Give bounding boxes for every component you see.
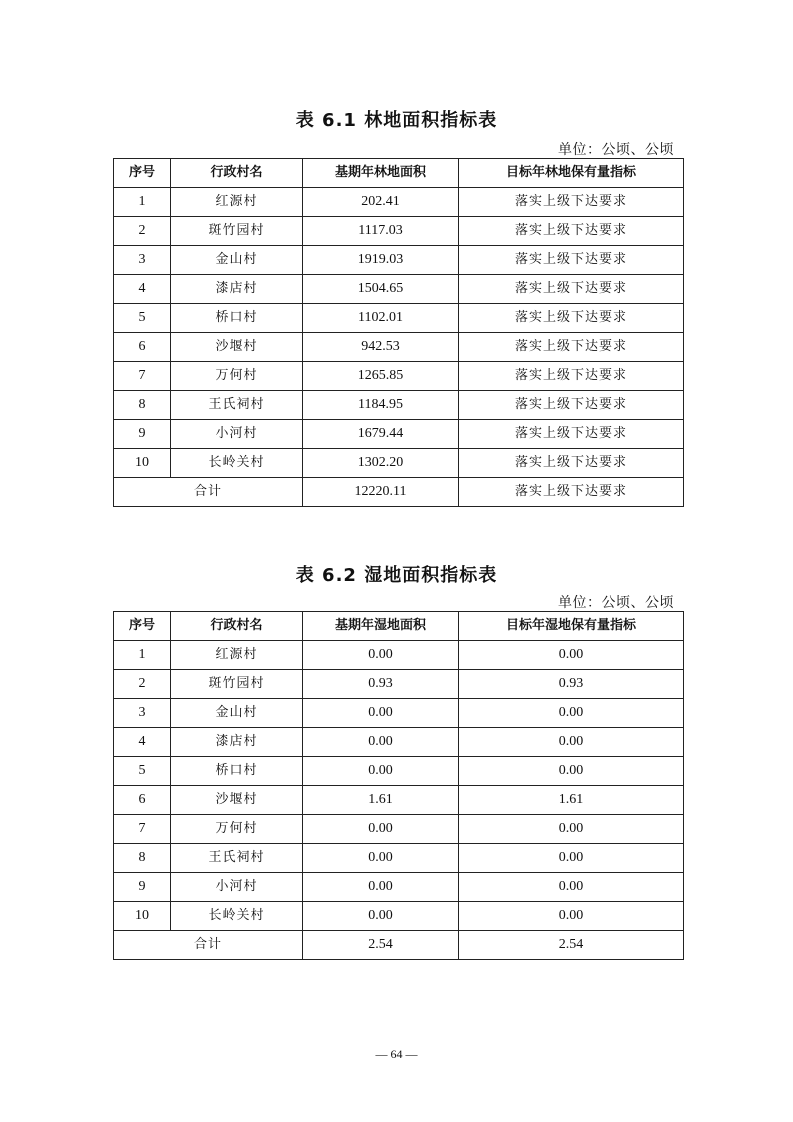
table-row: [114, 420, 684, 449]
cell-index: 1: [114, 641, 171, 670]
cell-index: 9: [114, 873, 171, 902]
table-total-row: [114, 478, 684, 507]
table-row: [114, 670, 684, 699]
table-total-row: [114, 931, 684, 960]
cell-index: 9: [114, 420, 171, 449]
cell-index: 2: [114, 217, 171, 246]
cell-index: 6: [114, 333, 171, 362]
cell-index: 6: [114, 786, 171, 815]
cell-base-area: 202.41: [303, 188, 459, 217]
cell-target: 落实上级下达要求: [459, 246, 684, 275]
cell-index: 10: [114, 449, 171, 478]
cell-target: 0.00: [459, 815, 684, 844]
table-2-unit: 单位：公顷、公顷: [558, 595, 674, 611]
table-row: [114, 844, 684, 873]
cell-index: 3: [114, 699, 171, 728]
table-row: [114, 275, 684, 304]
cell-base-area: 0.00: [303, 728, 459, 757]
cell-village: 长岭关村: [171, 902, 303, 931]
cell-target: 0.00: [459, 902, 684, 931]
cell-index: 5: [114, 304, 171, 333]
cell-village: 小河村: [171, 873, 303, 902]
cell-target: 落实上级下达要求: [459, 275, 684, 304]
table-row: [114, 815, 684, 844]
forest-area-table: [113, 158, 684, 507]
header-index: 序号: [114, 612, 171, 641]
cell-base-area: 1.61: [303, 786, 459, 815]
cell-village: 万何村: [171, 815, 303, 844]
table-row: [114, 246, 684, 275]
cell-village: 斑竹园村: [171, 217, 303, 246]
cell-village: 万何村: [171, 362, 303, 391]
header-target: 目标年林地保有量指标: [459, 159, 684, 188]
table-row: [114, 873, 684, 902]
cell-index: 4: [114, 728, 171, 757]
cell-index: 7: [114, 815, 171, 844]
cell-target: 0.00: [459, 699, 684, 728]
cell-village: 桥口村: [171, 304, 303, 333]
cell-target: 落实上级下达要求: [459, 333, 684, 362]
cell-base-area: 1919.03: [303, 246, 459, 275]
header-index: 序号: [114, 159, 171, 188]
cell-village: 沙堰村: [171, 333, 303, 362]
cell-base-area: 0.00: [303, 902, 459, 931]
cell-base-area: 0.93: [303, 670, 459, 699]
cell-village: 沙堰村: [171, 786, 303, 815]
wetland-area-table: [113, 611, 684, 960]
table-row: [114, 757, 684, 786]
page-number: — 64 —: [375, 1047, 418, 1061]
cell-base-area: 1117.03: [303, 217, 459, 246]
cell-target: 0.00: [459, 757, 684, 786]
cell-village: 王氏祠村: [171, 844, 303, 873]
header-village: 行政村名: [171, 612, 303, 641]
cell-target: 落实上级下达要求: [459, 391, 684, 420]
cell-index: 4: [114, 275, 171, 304]
table-row: [114, 449, 684, 478]
header-target: 目标年湿地保有量指标: [459, 612, 684, 641]
cell-target: 0.00: [459, 728, 684, 757]
table-row: [114, 699, 684, 728]
total-target: 2.54: [459, 931, 684, 960]
cell-village: 长岭关村: [171, 449, 303, 478]
table-row: [114, 902, 684, 931]
cell-target: 落实上级下达要求: [459, 304, 684, 333]
cell-index: 1: [114, 188, 171, 217]
total-label: 合计: [114, 931, 303, 960]
cell-base-area: 0.00: [303, 873, 459, 902]
cell-village: 王氏祠村: [171, 391, 303, 420]
table-row: [114, 391, 684, 420]
cell-target: 落实上级下达要求: [459, 188, 684, 217]
cell-target: 落实上级下达要求: [459, 217, 684, 246]
cell-village: 漆店村: [171, 275, 303, 304]
table-1-unit: 单位：公顷、公顷: [558, 142, 674, 158]
cell-index: 8: [114, 391, 171, 420]
table-row: [114, 333, 684, 362]
cell-target: 0.00: [459, 844, 684, 873]
cell-base-area: 0.00: [303, 815, 459, 844]
cell-target: 落实上级下达要求: [459, 362, 684, 391]
cell-target: 1.61: [459, 786, 684, 815]
cell-village: 小河村: [171, 420, 303, 449]
total-target: 落实上级下达要求: [459, 478, 684, 507]
table-row: [114, 641, 684, 670]
table-1-title: 表 6.1 林地面积指标表: [295, 110, 498, 131]
cell-base-area: 0.00: [303, 844, 459, 873]
cell-base-area: 1302.20: [303, 449, 459, 478]
cell-target: 落实上级下达要求: [459, 420, 684, 449]
cell-village: 漆店村: [171, 728, 303, 757]
header-base-area: 基期年湿地面积: [303, 612, 459, 641]
cell-village: 红源村: [171, 188, 303, 217]
cell-base-area: 1504.65: [303, 275, 459, 304]
table-row: [114, 304, 684, 333]
cell-base-area: 942.53: [303, 333, 459, 362]
total-label: 合计: [114, 478, 303, 507]
cell-index: 3: [114, 246, 171, 275]
table-row: [114, 362, 684, 391]
table-2-title: 表 6.2 湿地面积指标表: [295, 565, 498, 586]
cell-index: 10: [114, 902, 171, 931]
cell-index: 5: [114, 757, 171, 786]
table-row: [114, 728, 684, 757]
cell-base-area: 0.00: [303, 641, 459, 670]
cell-base-area: 1102.01: [303, 304, 459, 333]
table-header-row: [114, 159, 684, 188]
header-village: 行政村名: [171, 159, 303, 188]
cell-village: 斑竹园村: [171, 670, 303, 699]
cell-index: 8: [114, 844, 171, 873]
cell-base-area: 0.00: [303, 757, 459, 786]
table-header-row: [114, 612, 684, 641]
cell-base-area: 1679.44: [303, 420, 459, 449]
table-row: [114, 188, 684, 217]
cell-village: 红源村: [171, 641, 303, 670]
table-row: [114, 786, 684, 815]
total-base-area: 12220.11: [303, 478, 459, 507]
cell-target: 0.00: [459, 641, 684, 670]
cell-index: 7: [114, 362, 171, 391]
cell-target: 0.93: [459, 670, 684, 699]
table-row: [114, 217, 684, 246]
cell-village: 金山村: [171, 699, 303, 728]
header-base-area: 基期年林地面积: [303, 159, 459, 188]
cell-base-area: 1184.95: [303, 391, 459, 420]
total-base-area: 2.54: [303, 931, 459, 960]
cell-target: 0.00: [459, 873, 684, 902]
cell-base-area: 0.00: [303, 699, 459, 728]
cell-index: 2: [114, 670, 171, 699]
cell-target: 落实上级下达要求: [459, 449, 684, 478]
cell-base-area: 1265.85: [303, 362, 459, 391]
cell-village: 金山村: [171, 246, 303, 275]
cell-village: 桥口村: [171, 757, 303, 786]
